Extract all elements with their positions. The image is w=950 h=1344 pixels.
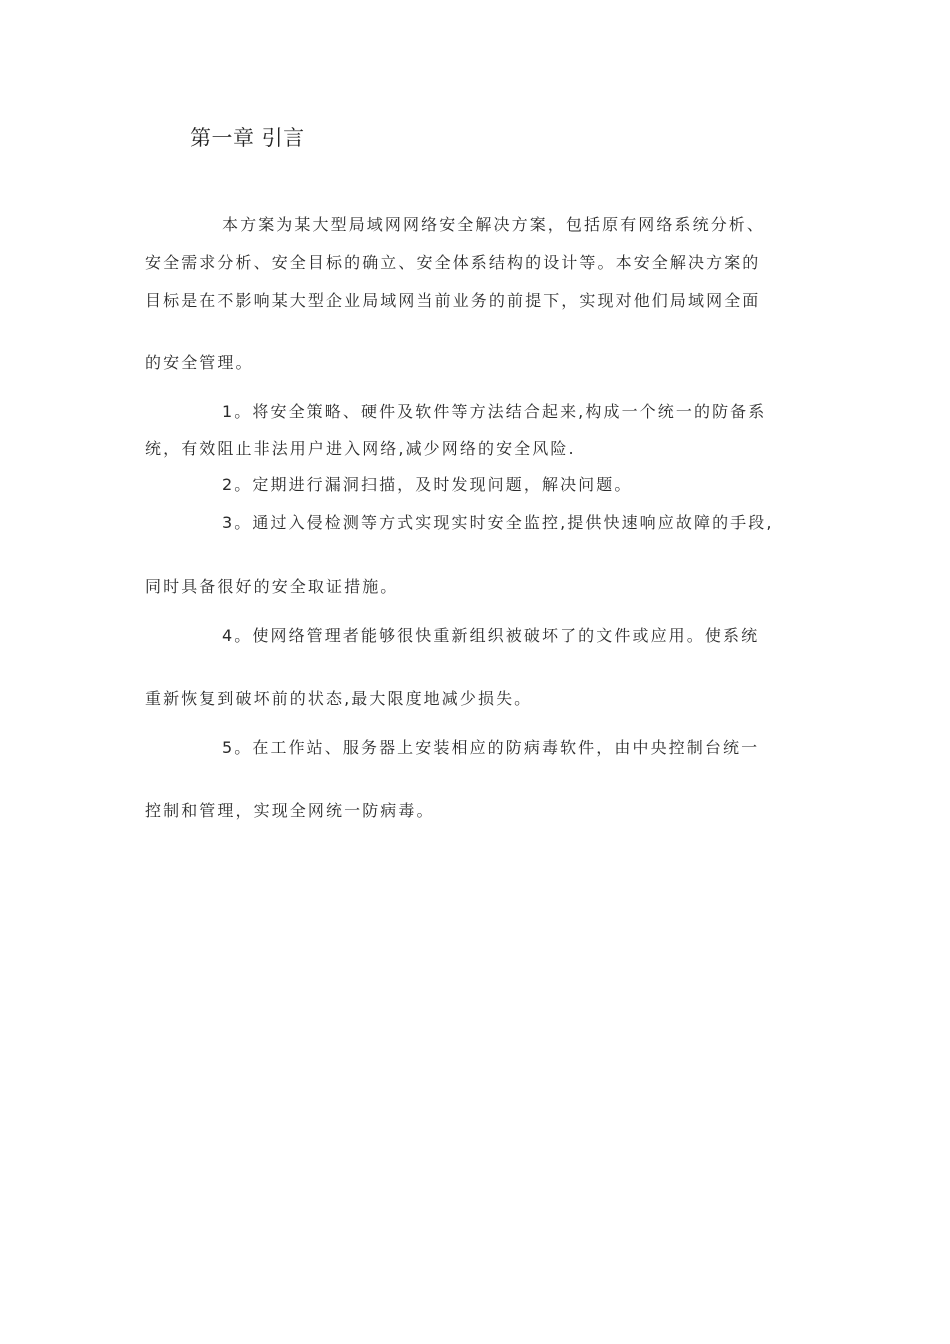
list-item-5-line-1: 5。在工作站、服务器上安装相应的防病毒软件，由中央控制台统一 — [222, 738, 760, 757]
intro-line-4: 的安全管理。 — [145, 353, 254, 372]
list-item-1-line-1: 1。将安全策略、硬件及软件等方法结合起来,构成一个统一的防备系 — [222, 402, 767, 421]
intro-line-2: 安全需求分析、安全目标的确立、安全体系结构的设计等。本安全解决方案的 — [145, 253, 761, 272]
list-item-4-line-2: 重新恢复到破坏前的状态,最大限度地减少损失。 — [145, 689, 533, 708]
intro-line-1: 本方案为某大型局域网网络安全解决方案，包括原有网络系统分析、 — [222, 215, 766, 234]
list-item-2-line-1: 2。定期进行漏洞扫描，及时发现问题，解决问题。 — [222, 475, 633, 494]
intro-line-3: 目标是在不影响某大型企业局域网当前业务的前提下，实现对他们局域网全面 — [145, 291, 761, 310]
list-item-5-line-2: 控制和管理，实现全网统一防病毒。 — [145, 801, 435, 820]
list-item-3-line-2: 同时具备很好的安全取证措施。 — [145, 577, 399, 596]
list-item-3-line-1: 3。通过入侵检测等方式实现实时安全监控,提供快速响应故障的手段, — [222, 513, 774, 532]
list-item-1-line-2: 统，有效阻止非法用户进入网络,减少网络的安全风险. — [145, 439, 576, 458]
list-item-4-line-1: 4。使网络管理者能够很快重新组织被破坏了的文件或应用。使系统 — [222, 626, 760, 645]
chapter-title: 第一章 引言 — [190, 126, 305, 150]
